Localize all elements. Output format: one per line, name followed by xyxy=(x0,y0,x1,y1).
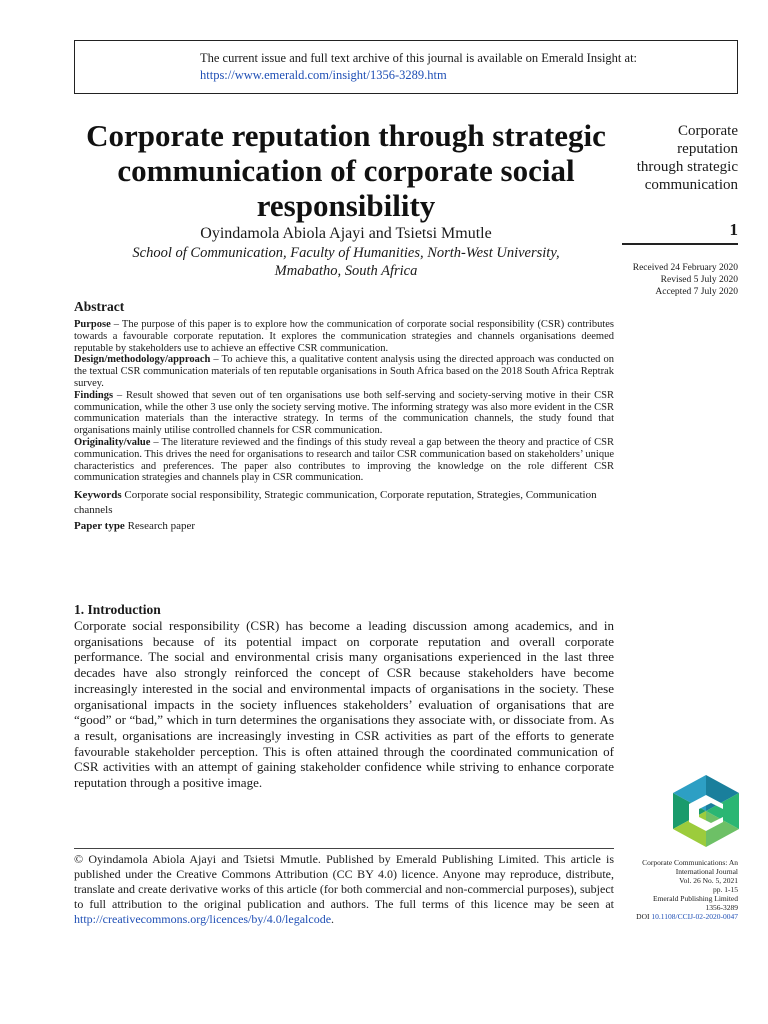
copyright-end: . xyxy=(331,912,335,926)
sidebar-divider xyxy=(622,243,738,245)
copyright-footnote xyxy=(74,852,614,927)
keywords-text: Corporate social responsibility, Strategic communication, Corporate reputation, Strategies, Communication channels xyxy=(74,489,597,517)
journal-volume: Vol. 26 No. 5, 2021 xyxy=(679,876,738,885)
received-date: Received 24 February 2020 xyxy=(632,263,738,273)
licence-link[interactable]: http://creativecommons.org/licences/by/4.0/legalcode xyxy=(74,912,332,926)
journal-name-line-1: Corporate Communications: An xyxy=(642,858,738,867)
revised-date: Revised 5 July 2020 xyxy=(660,275,738,285)
author-affiliation xyxy=(74,244,618,280)
affiliation-line-1: School of Communication, Faculty of Humanities, North-West University, xyxy=(132,245,560,261)
originality-text: – The literature reviewed and the findings of this study reveal a gap between the theory and practice of CSR communication. This drives the need for organisations to research and tailor CSR communication based on stakeholders’ unique characteristics and preferences. The paper also contributes to improving the knowledge on the role different CSR communication strategies and channels play in CSR communication. xyxy=(74,436,614,484)
article-authors: Oyindamola Abiola Ajayi and Tsietsi Mmutle xyxy=(200,225,492,242)
keywords-label: Keywords xyxy=(74,489,122,502)
paper-type-text: Research paper xyxy=(124,520,196,533)
running-title-line: reputation xyxy=(677,141,738,157)
journal-access-header xyxy=(74,40,738,94)
header-notice: The current issue and full text archive of this journal is available on Emerald Insight at: xyxy=(200,51,638,65)
paper-type-label: Paper type xyxy=(74,520,125,533)
footnote-divider xyxy=(74,848,614,849)
originality-label: Originality/value xyxy=(74,436,151,448)
introduction-heading: 1. Introduction xyxy=(74,602,161,617)
findings-label: Findings xyxy=(74,389,114,401)
running-title-line: communication xyxy=(644,177,738,193)
emerald-publishing-logo-icon xyxy=(673,775,739,847)
abstract-purpose xyxy=(74,319,614,354)
doi-link[interactable]: 10.1108/CCIJ-02-2020-0047 xyxy=(651,912,738,921)
purpose-text: – The purpose of this paper is to explore how the communication of corporate social responsibility (CSR) contributes towards a favourable corporate reputation. It explores the communication strategies and channels organisations deemed reputable by stakeholders use to achieve an effective CSR communication. xyxy=(74,319,614,354)
page-number: 1 xyxy=(729,220,738,239)
purpose-label: Purpose xyxy=(74,319,111,330)
running-title-line: through strategic xyxy=(636,159,738,175)
article-title: Corporate reputation through strategic communication of corporate social responsibility xyxy=(86,118,606,223)
doi-label: DOI xyxy=(636,912,652,921)
findings-text: – Result showed that seven out of ten organisations use both self-serving and society-serving motive in their CSR communication, while the other 3 use only the society serving motive. The informing strategy was also more evident in the CSR communication materials than the interactive strategy. In terms of the communication channels, the study found that organisations mainly utilise controlled channels for CSR communication. xyxy=(74,389,614,437)
abstract-section xyxy=(74,298,614,534)
abstract-originality xyxy=(74,437,614,484)
abstract-paper-type xyxy=(74,519,614,534)
article-dates xyxy=(600,262,738,298)
design-text: – To achieve this, a qualitative content analysis using the directed approach was conducted on the textual CSR communication materials of ten reputable organisations in South Africa based on the 2018 South Africa Reptrak survey. xyxy=(74,354,614,389)
copyright-text: © Oyindamola Abiola Ajayi and Tsietsi Mmutle. Published by Emerald Publishing Limited. This article is published under the Creative Commons Attribution (CC BY 4.0) licence. Anyone may reproduce, distribute, translate and create derivative works of this article (for both commercial and non-commercial purposes), subject to full attribution to the original publication and authors. The full terms of this licence may be seen at xyxy=(74,852,614,911)
journal-name-line-2: International Journal xyxy=(675,867,738,876)
running-title-line: Corporate xyxy=(678,123,738,139)
journal-issn: 1356-3289 xyxy=(705,903,738,912)
journal-doi xyxy=(614,912,738,921)
journal-publisher: Emerald Publishing Limited xyxy=(653,894,738,903)
abstract-heading: Abstract xyxy=(74,299,125,314)
abstract-keywords xyxy=(74,488,614,518)
journal-info-block xyxy=(614,858,738,921)
journal-url-link[interactable]: https://www.emerald.com/insight/1356-3289.htm xyxy=(200,68,447,82)
running-title xyxy=(600,122,738,194)
journal-pages: pp. 1-15 xyxy=(713,885,738,894)
abstract-findings xyxy=(74,390,614,437)
design-label: Design/methodology/approach xyxy=(74,354,211,366)
accepted-date: Accepted 7 July 2020 xyxy=(655,287,738,297)
introduction-body: Corporate social responsibility (CSR) has become a leading discussion among academics, and in organisations because of its potential impact on corporate reputation and overall corporate performance. The social and environmental crisis many organisations experienced in the last three decades have also strongly reinforced the concept of CSR because stakeholders have become increasingly interested in the social and environmental impacts of organisations in the society. These organisational impacts in the society influences stakeholders’ evaluation of organisations that are “good” or “bad,” which in turn determines the organisations they associate with, or dissociate from. As a result, organisations are increasingly investing in CSR activities as part of the efforts to generate favourable stakeholder perception. This is often attained through the coordinated communication of CSR activities with an attempt of gaining stakeholder confidence while striving to enhance corporate reputation through a positive image. xyxy=(74,618,614,791)
abstract-design xyxy=(74,354,614,389)
affiliation-line-2: Mmabatho, South Africa xyxy=(274,263,418,279)
introduction-section xyxy=(74,601,614,791)
